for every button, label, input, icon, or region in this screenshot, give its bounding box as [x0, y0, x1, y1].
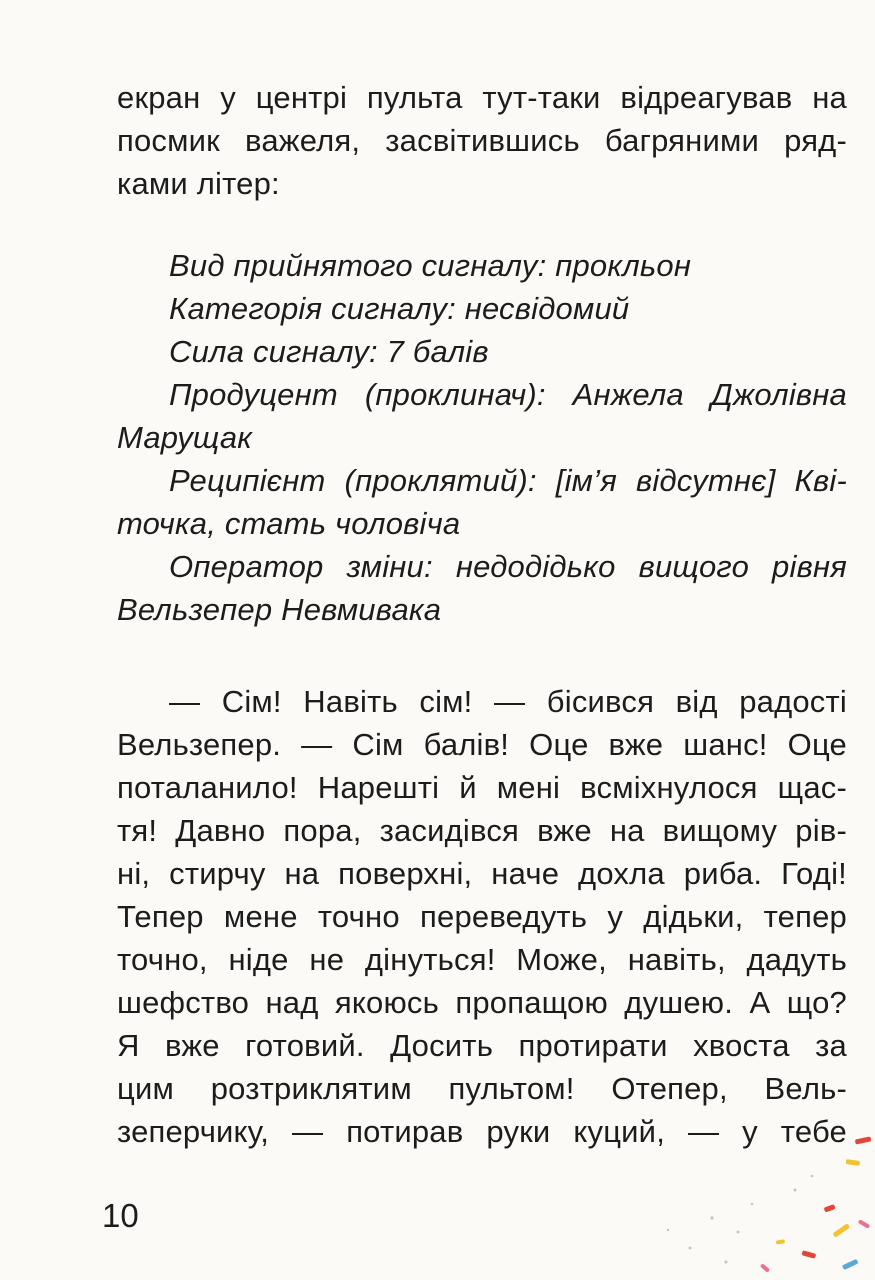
signal-line: Сила сигналу: 7 балів — [169, 334, 489, 369]
confetti-piece — [832, 1223, 850, 1237]
dialogue-line: поталанило! Нарешті й мені всміхнулося щас- — [117, 770, 847, 805]
dialogue-paragraph — [117, 680, 847, 1153]
confetti-dot — [667, 1229, 669, 1231]
page-number: 10 — [102, 1197, 139, 1234]
intro-line: посмик важеля, засвітившись багряними ряд- — [117, 123, 847, 158]
confetti-dot — [689, 1247, 692, 1250]
confetti-piece — [858, 1219, 870, 1228]
dialogue-line: Вельзепер. — Сім балів! Оце вже шанс! Оце — [117, 727, 847, 762]
signal-line: Оператор зміни: недодідько вищого рівня — [169, 549, 847, 584]
signal-line: Вельзепер Невмивака — [117, 592, 442, 627]
dialogue-line: цим розтриклятим пультом! Отепер, Вель- — [117, 1071, 847, 1106]
confetti-piece — [842, 1259, 859, 1270]
dialogue-line: — Сім! Навіть сім! — бісився від радості — [169, 684, 847, 719]
dialogue-line: Тепер мене точно переведуть у дідьки, тепер — [117, 899, 847, 934]
signal-line: Категорія сигналу: несвідомий — [169, 291, 630, 326]
intro-line: ками літер: — [117, 166, 280, 201]
dialogue-line: Я вже готовий. Досить протирати хвоста за — [117, 1028, 847, 1063]
intro-paragraph — [117, 76, 847, 205]
confetti-dot — [794, 1189, 797, 1192]
signal-line: точка, стать чоловіча — [117, 506, 461, 541]
signal-line: Марущак — [117, 420, 253, 455]
confetti-piece — [846, 1159, 861, 1166]
intro-line: екран у центрі пульта тут-таки відреагував на — [117, 80, 847, 115]
confetti-dot — [725, 1261, 728, 1264]
signal-line: Вид прийнятого сигналу: прокльон — [169, 248, 692, 283]
signal-readout — [117, 244, 847, 631]
dialogue-line: зеперчику, — потирав руки куций, — у тебе — [117, 1114, 847, 1149]
signal-line: Продуцент (проклинач): Анжела Джолівна — [169, 377, 847, 412]
dialogue-line: шефство над якоюсь пропащою душею. А що? — [117, 985, 847, 1020]
confetti-dot — [811, 1175, 814, 1178]
confetti-dot — [737, 1231, 740, 1234]
confetti-piece — [760, 1263, 770, 1272]
confetti-dot — [710, 1216, 713, 1219]
signal-line: Реципієнт (проклятий): [ім’я відсутнє] Кві- — [169, 463, 847, 498]
confetti-piece — [801, 1250, 816, 1258]
confetti-piece — [824, 1204, 836, 1212]
dialogue-line: ні, стирчу на поверхні, наче дохла риба. Годі! — [117, 856, 847, 891]
confetti-dot — [751, 1203, 754, 1206]
dialogue-line: тя! Давно пора, засидівся вже на вищому рів- — [117, 813, 847, 848]
dialogue-line: точно, ніде не дінуться! Може, навіть, дадуть — [117, 942, 847, 977]
confetti-piece — [855, 1136, 872, 1144]
confetti-piece — [776, 1239, 786, 1245]
